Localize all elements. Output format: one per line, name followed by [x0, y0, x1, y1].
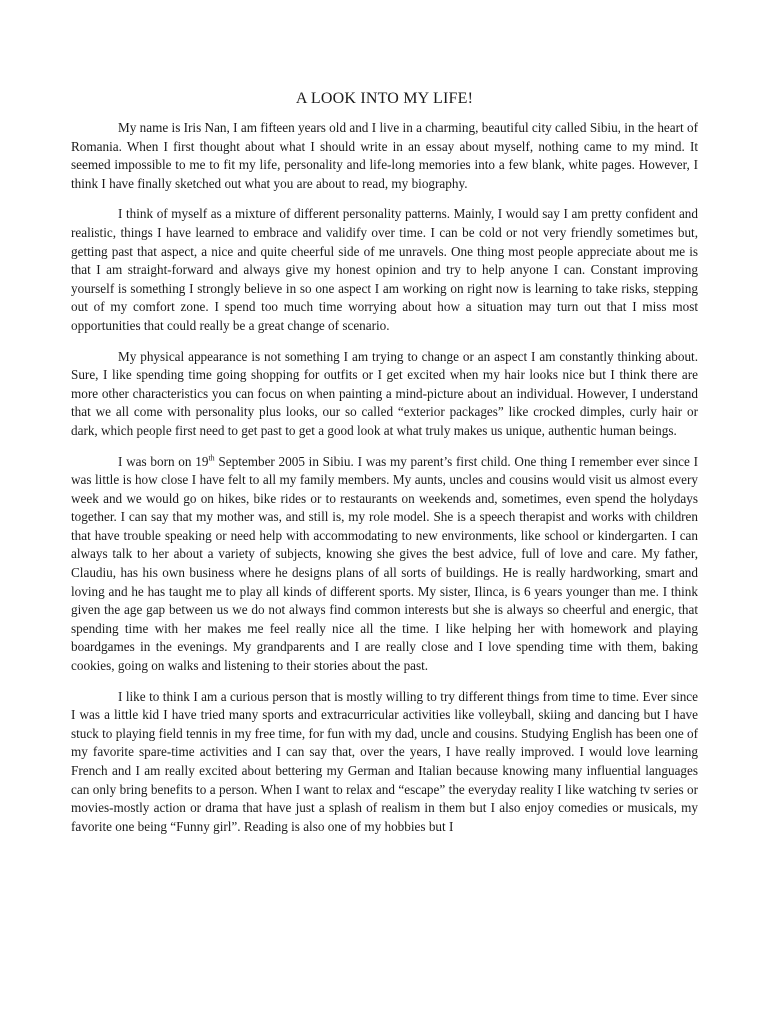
paragraph-hobbies: I like to think I am a curious person that is mostly willing to try different things from time to time. Ever since I was a little kid I have tried many sports and extracurricular activities like volleyball, skiing and dancing but I have stuck to playing field tennis in my free time, for fun with my dad, uncle and cousins. Studying English has been one of my favorite spare-time activities and I can say that, over the years, I have really improved. I would love learning French and I am really excited about bettering my German and Italian because knowing many influential languages can only bring benefits to a person. When I want to relax and “escape” the everyday reality I like watching tv series or movies-mostly action or drama that have just a splash of realism in them but I also enjoy comedies or musicals, my favorite one being “Funny girl”. Reading is also one of my hobbies but I — [71, 688, 698, 834]
paragraph-family — [71, 453, 698, 676]
paragraph-appearance: My physical appearance is not something I am trying to change or an aspect I am constantly thinking about. Sure, I like spending time going shopping for outfits or I get excited when my hair looks nice but I think there are more other characteristics you can focus on when painting a mind-picture about an individual. However, I understand that we all come with personality plus looks, our so called “exterior packages” like crocked dimples, curly hair or dark, which people first need to get past to get a good look at what truly makes us unique, authentic human beings. — [71, 348, 698, 438]
ordinal-suffix: th — [208, 453, 215, 463]
document-body — [71, 88, 698, 848]
paragraph-introduction: My name is Iris Nan, I am fifteen years old and I live in a charming, beautiful city called Sibiu, in the heart of Romania. When I first thought about what I should write in an essay about myself, nothing came to my mind. It seemed impossible to me to fit my life, personality and life-long memories into a few blank, white pages. However, I think I have finally sketched out what you are about to read, my biography. — [71, 120, 698, 191]
paragraph-family-start: I was born on 19 — [118, 453, 209, 469]
paragraph-family-rest: September 2005 in Sibiu. I was my parent’s first child. One thing I remember ever since I was little is how close I have felt to all my family members. My aunts, uncles and cousins would visit us almost every week and we would go on hikes, bike rides or to restaurants on weekends and, sometimes, even spend the holydays together. I can say that my mother was, and still is, my role model. She is a speech therapist and works with children that have trouble speaking or need help with accommodating to new environments, like school or kindergarten. I can always talk to her about a variety of subjects, knowing she gives the best advice, full of love and care. My father, Claudiu, has his own business where he designs plans of all sorts of buildings. He is really hardworking, smart and loving and he has taught me to play all kinds of different sports. My sister, Ilinca, is 6 years younger than me. I think given the age gap between us we do not always find common interests but she is always so cheerful and energic, that spending time with her makes me feel really nice all the time. I like helping her with homework and playing boardgames in the evenings. My grandparents and I are really close and I love spending time with them, baking cookies, going on walks and listening to their stories about the past. — [71, 453, 699, 674]
document-title: A LOOK INTO MY LIFE! — [295, 90, 474, 107]
paragraph-personality: I think of myself as a mixture of different personality patterns. Mainly, I would say I am pretty confident and realistic, things I have learned to embrace and validify over time. I can be cold or not very friendly sometimes but, getting past that aspect, a nice and quite cheerful side of me unravels. One thing most people appreciate about me is that I am straight-forward and always give my honest opinion and try to help anyone I can. Constant improving yourself is something I strongly believe in so one aspect I am working on right now is learning to take risks, stepping out of my comfort zone. I spend too much time worrying about how a situation may turn out that I miss most opportunities that could really be a great change of scenario. — [71, 206, 698, 333]
